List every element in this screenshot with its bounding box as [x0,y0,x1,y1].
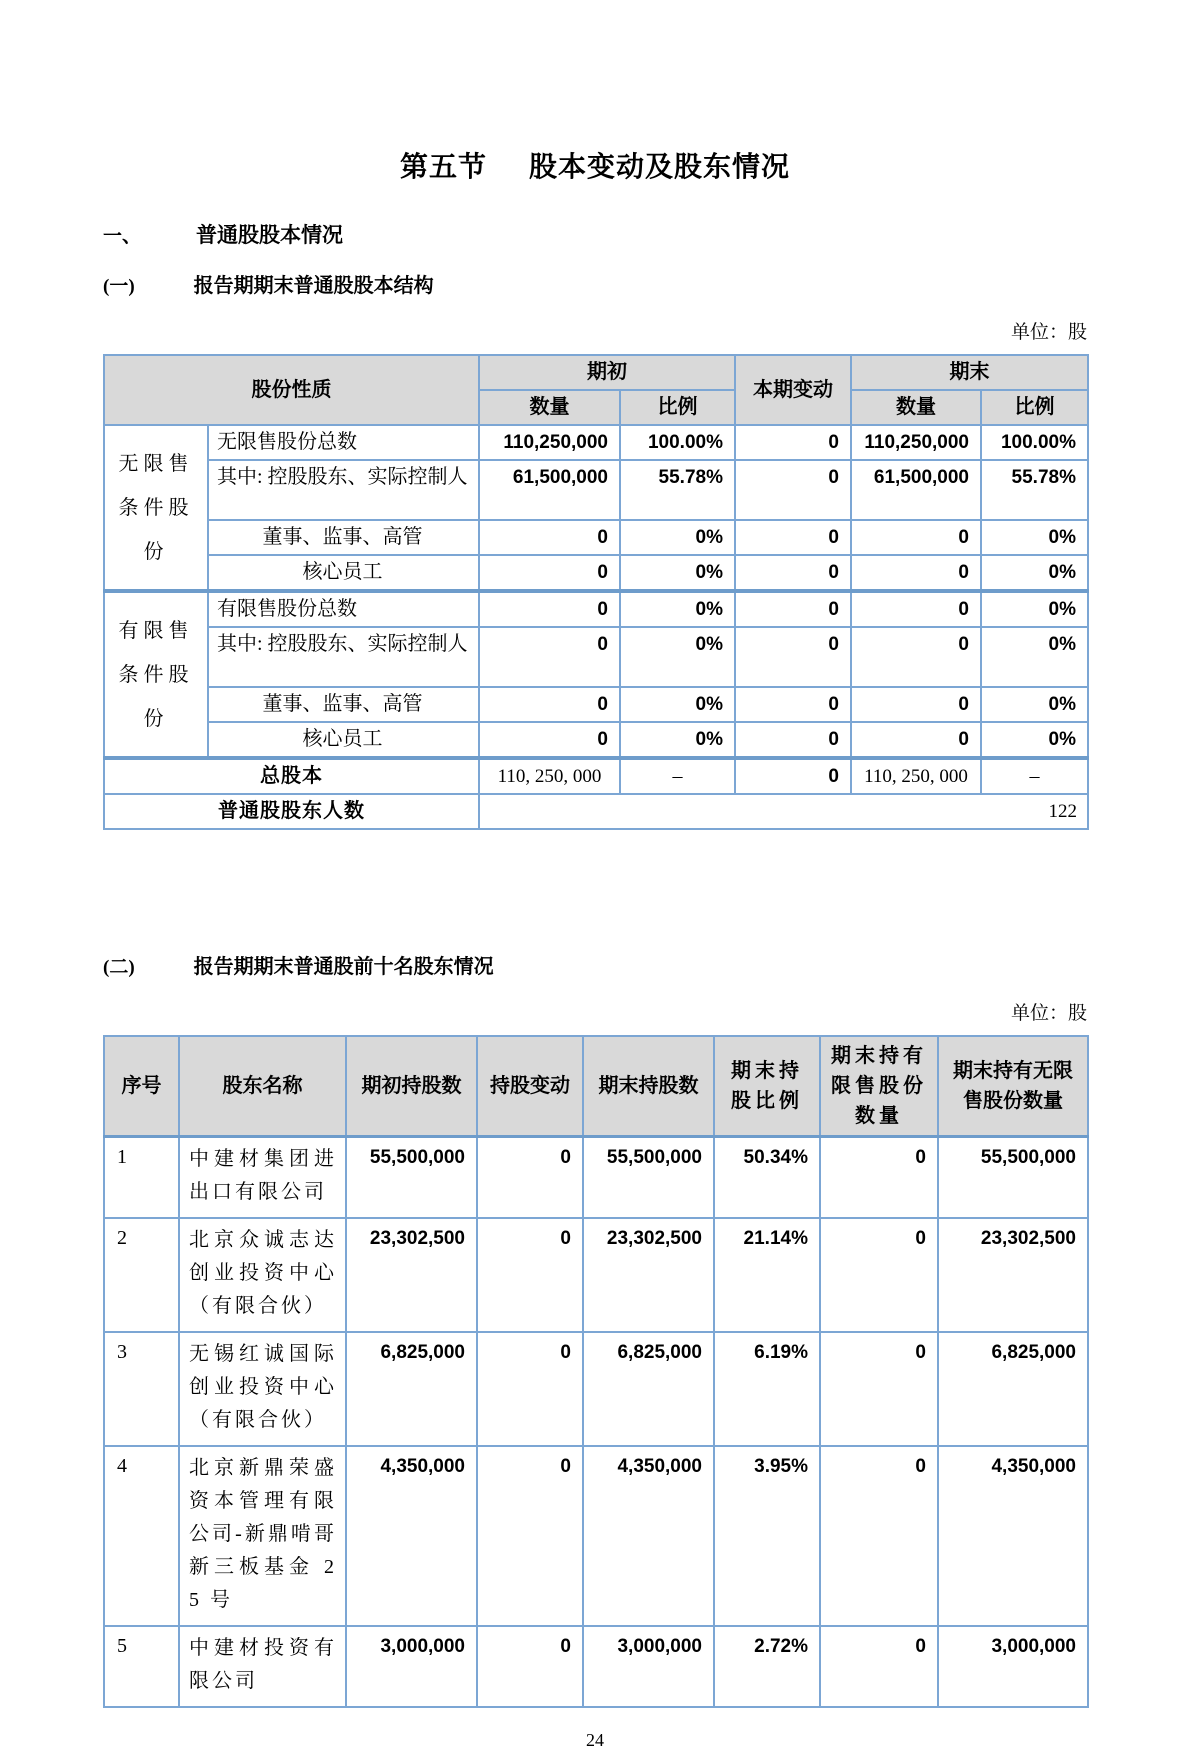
section-1-number: 一、 [103,226,142,247]
cell-end-shares: 6,825,000 [583,1332,714,1446]
cell-share-change: 0 [477,1218,583,1332]
cell-begin-qty: 0 [479,555,620,591]
cell-begin-qty: 0 [479,687,620,722]
cell-end-unrestricted: 55,500,000 [938,1137,1088,1219]
cell-share-change: 0 [477,1446,583,1626]
cell-end-qty: 0 [851,591,981,627]
shareholder-row [104,1218,1088,1332]
unit-label-1: 单位：股 [1010,322,1087,343]
cell-end-qty: 0 [851,555,981,591]
cell-begin-pct: 0% [620,591,735,627]
group-label-restricted: 有限售条件股份 [104,591,208,758]
table-row [104,687,1088,722]
col-header-end-quantity: 数量 [851,390,981,425]
cell-shareholder-name: 中建材投资有限公司 [179,1626,346,1707]
subsection-2-text: 报告期期末普通股前十名股东情况 [193,956,494,978]
cell-share-change: 0 [477,1626,583,1707]
row-label: 其中: 控股股东、实际控制人 [208,460,479,520]
cell-end-pct: 0% [981,591,1088,627]
cell-end-ratio: 50.34% [714,1137,820,1219]
total-label: 总股本 [104,758,479,794]
col-header-end-unrestricted: 期末持有无限售股份数量 [938,1036,1088,1137]
row-label: 其中: 控股股东、实际控制人 [208,627,479,687]
cell-begin-qty: 110,250,000 [479,425,620,460]
col-header-end-ratio: 期末持股比例 [714,1036,820,1137]
total-change: 0 [735,758,851,794]
row-label: 董事、监事、高管 [208,687,479,722]
col-header-share-nature: 股份性质 [104,355,479,425]
cell-change: 0 [735,687,851,722]
cell-shareholder-name: 无锡红诚国际创业投资中心（有限合伙） [179,1332,346,1446]
cell-end-unrestricted: 3,000,000 [938,1626,1088,1707]
cell-change: 0 [735,425,851,460]
table-row [104,722,1088,758]
cell-begin-pct: 0% [620,520,735,555]
table-row [104,425,1088,460]
table-row [104,555,1088,591]
col-header-period-end: 期末 [851,355,1088,390]
cell-end-qty: 110,250,000 [851,425,981,460]
cell-begin-shares: 6,825,000 [346,1332,477,1446]
col-header-share-change: 持股变动 [477,1036,583,1137]
holders-count-label: 普通股股东人数 [104,794,479,829]
subsection-1-number: (一) [103,276,135,297]
title-text: 股本变动及股东情况 [529,151,791,182]
cell-change: 0 [735,627,851,687]
cell-end-restricted: 0 [820,1332,938,1446]
cell-end-pct: 0% [981,555,1088,591]
cell-end-ratio: 2.72% [714,1626,820,1707]
cell-end-qty: 0 [851,627,981,687]
cell-end-shares: 23,302,500 [583,1218,714,1332]
cell-begin-pct: 0% [620,687,735,722]
cell-change: 0 [735,555,851,591]
total-end-qty: 110, 250, 000 [851,758,981,794]
cell-index: 1 [104,1137,179,1219]
cell-begin-qty: 0 [479,591,620,627]
cell-begin-shares: 4,350,000 [346,1446,477,1626]
cell-end-qty: 0 [851,520,981,555]
cell-begin-qty: 61,500,000 [479,460,620,520]
table-row [104,627,1088,687]
page-title [103,145,1087,185]
total-row [104,758,1088,794]
cell-end-shares: 55,500,000 [583,1137,714,1219]
col-header-begin-quantity: 数量 [479,390,620,425]
row-label: 核心员工 [208,722,479,758]
cell-begin-pct: 0% [620,555,735,591]
cell-end-unrestricted: 4,350,000 [938,1446,1088,1626]
col-header-period-change: 本期变动 [735,355,851,425]
cell-end-unrestricted: 23,302,500 [938,1218,1088,1332]
cell-end-shares: 4,350,000 [583,1446,714,1626]
cell-begin-qty: 0 [479,627,620,687]
table-row [104,591,1088,627]
col-header-end-ratio: 比例 [981,390,1088,425]
col-header-end-restricted: 期末持有限售股份数量 [820,1036,938,1137]
subsection-1-text: 报告期期末普通股股本结构 [193,275,434,297]
cell-shareholder-name: 北京新鼎荣盛资本管理有限公司-新鼎啃哥新三板基金 25 号 [179,1446,346,1626]
cell-end-shares: 3,000,000 [583,1626,714,1707]
cell-begin-qty: 0 [479,520,620,555]
cell-end-pct: 55.78% [981,460,1088,520]
cell-share-change: 0 [477,1137,583,1219]
cell-index: 2 [104,1218,179,1332]
cell-end-restricted: 0 [820,1446,938,1626]
cell-end-ratio: 3.95% [714,1446,820,1626]
cell-end-pct: 0% [981,687,1088,722]
cell-end-qty: 0 [851,687,981,722]
cell-begin-qty: 0 [479,722,620,758]
col-header-period-begin: 期初 [479,355,735,390]
cell-begin-pct: 0% [620,627,735,687]
row-label: 无限售股份总数 [208,425,479,460]
top-shareholders-table [103,1035,1089,1708]
shareholder-row [104,1626,1088,1707]
table-row [104,520,1088,555]
subsection-2-heading [103,950,1087,979]
cell-end-ratio: 21.14% [714,1218,820,1332]
group-label-unrestricted: 无限售条件股份 [104,425,208,591]
total-end-pct: – [981,758,1088,794]
shareholder-row [104,1446,1088,1626]
row-label: 董事、监事、高管 [208,520,479,555]
cell-begin-shares: 55,500,000 [346,1137,477,1219]
total-begin-pct: – [620,758,735,794]
cell-change: 0 [735,520,851,555]
cell-index: 5 [104,1626,179,1707]
cell-end-qty: 0 [851,722,981,758]
row-label: 有限售股份总数 [208,591,479,627]
cell-end-restricted: 0 [820,1626,938,1707]
cell-change: 0 [735,591,851,627]
cell-end-unrestricted: 6,825,000 [938,1332,1088,1446]
share-capital-structure-table [103,354,1089,830]
row-label: 核心员工 [208,555,479,591]
cell-begin-pct: 55.78% [620,460,735,520]
cell-begin-pct: 100.00% [620,425,735,460]
col-header-shareholder-name: 股东名称 [179,1036,346,1137]
cell-change: 0 [735,722,851,758]
cell-index: 3 [104,1332,179,1446]
section-1-heading [103,219,1087,249]
cell-change: 0 [735,460,851,520]
section-1-text: 普通股股本情况 [196,224,344,247]
cell-end-pct: 0% [981,520,1088,555]
total-begin-qty: 110, 250, 000 [479,758,620,794]
unit-label-2: 单位：股 [1010,1003,1087,1024]
cell-end-pct: 0% [981,722,1088,758]
cell-end-qty: 61,500,000 [851,460,981,520]
cell-end-restricted: 0 [820,1218,938,1332]
col-header-begin-shares: 期初持股数 [346,1036,477,1137]
table-row [104,460,1088,520]
page-number: 24 [586,1730,604,1750]
col-header-end-shares: 期末持股数 [583,1036,714,1137]
shareholder-row [104,1332,1088,1446]
shareholder-row [104,1137,1088,1219]
title-section-number: 第五节 [399,151,487,182]
cell-begin-pct: 0% [620,722,735,758]
col-header-begin-ratio: 比例 [620,390,735,425]
cell-shareholder-name: 北京众诚志达创业投资中心（有限合伙） [179,1218,346,1332]
cell-begin-shares: 3,000,000 [346,1626,477,1707]
cell-end-restricted: 0 [820,1137,938,1219]
cell-index: 4 [104,1446,179,1626]
cell-end-ratio: 6.19% [714,1332,820,1446]
cell-shareholder-name: 中建材集团进出口有限公司 [179,1137,346,1219]
cell-share-change: 0 [477,1332,583,1446]
col-header-index: 序号 [104,1036,179,1137]
cell-end-pct: 0% [981,627,1088,687]
holders-count-row [104,794,1088,829]
holders-count-value: 122 [479,794,1088,829]
cell-end-pct: 100.00% [981,425,1088,460]
cell-begin-shares: 23,302,500 [346,1218,477,1332]
subsection-1-heading [103,269,1087,298]
subsection-2-number: (二) [103,957,135,978]
